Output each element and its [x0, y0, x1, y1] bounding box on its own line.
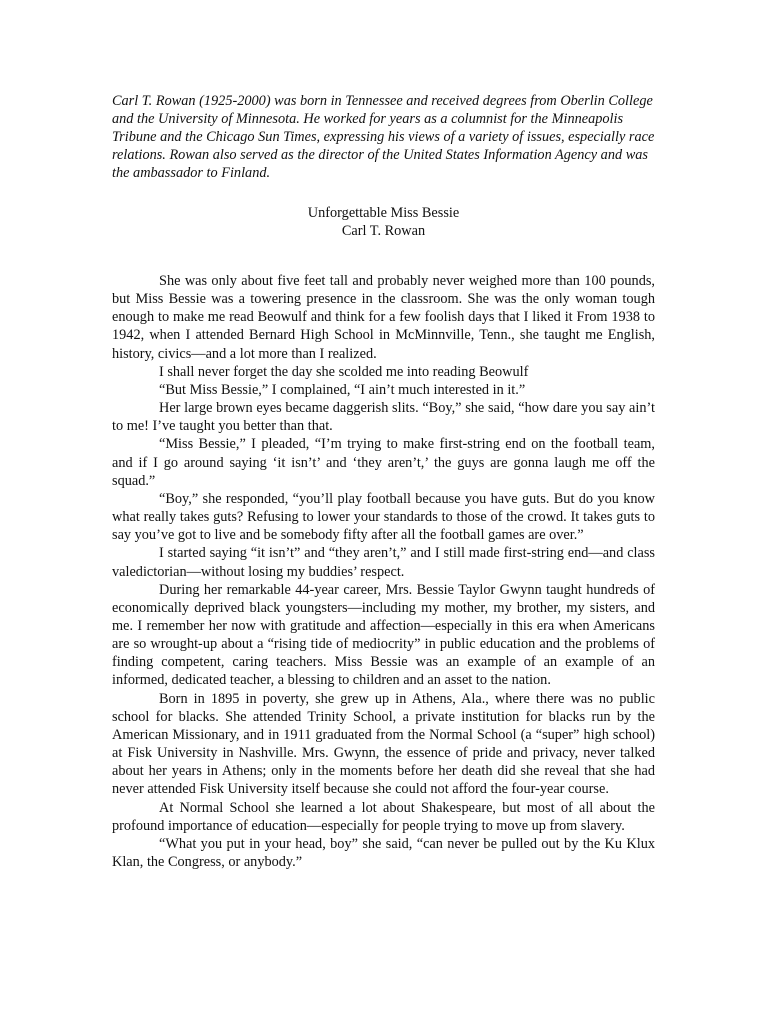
paragraph: Her large brown eyes became daggerish slits. “Boy,” she said, “how dare you say ain’t to me! I’ve taught you better than that. — [112, 400, 655, 435]
paragraph: I shall never forget the day she scolded me into reading Beowulf — [159, 363, 529, 380]
paragraph: I started saying “it isn’t” and “they aren’t,” and I still made first-string end—and class valedictorian—without losing my buddies’ respect. — [112, 545, 655, 580]
paragraph: She was only about five feet tall and probably never weighed more than 100 pounds, but Miss Bessie was a towering presence in the classroom. She was the only woman tough enough to make me read Beowulf and think for a few foolish days that I liked it From 1938 to 1942, when I attended Bernard High School in McMinnville, Tenn., she taught me English, history, civics—and a lot more than I realized. — [112, 273, 655, 362]
essay-body — [112, 272, 655, 871]
paragraph: At Normal School she learned a lot about Shakespeare, but most of all about the profound importance of education—especially for people trying to move up from slavery. — [112, 799, 655, 834]
paragraph: “Boy,” she responded, “you’ll play football because you have guts. But do you know what really takes guts? Refusing to lower your standards to those of the crowd. It takes guts to say you’ve got to live and be somebody fifty after all the football games are over.” — [112, 490, 655, 544]
title-block — [112, 204, 655, 240]
document-page — [112, 92, 655, 871]
paragraph: “But Miss Bessie,” I complained, “I ain’t much interested in it.” — [159, 381, 526, 398]
paragraph: Born in 1895 in poverty, she grew up in Athens, Ala., where there was no public school for blacks. She attended Trinity School, a private institution for blacks run by the American Missionary, and in 1911 graduated from the Normal School (a “super” high school) at Fisk University in Nashville. Mrs. Gwynn, the essence of pride and privacy, never talked about her years in Athens; only in the moments before her death did she reveal that she had never attended Fisk University itself because she could not afford the four-year course. — [112, 690, 655, 798]
essay-author: Carl T. Rowan — [341, 223, 426, 239]
paragraph: “Miss Bessie,” I pleaded, “I’m trying to make first-string end on the football team, and if I go around saying ‘it isn’t’ and ‘they aren’t,’ the guys are gonna laugh me off the squad.” — [112, 436, 655, 489]
paragraph: During her remarkable 44-year career, Mrs. Bessie Taylor Gwynn taught hundreds of economically deprived black youngsters—including my mother, my brother, my sisters, and me. I remember her now with gratitude and affection—especially in this era when Americans are so wrought-up about a “rising tide of mediocrity” in public education and the problems of finding competent, caring teachers. Miss Bessie was an example of an example of an informed, dedicated teacher, a blessing to children and an asset to the nation. — [112, 581, 655, 689]
author-bio: Carl T. Rowan (1925-2000) was born in Tennessee and received degrees from Oberlin College and the University of Minnesota. He worked for years as a columnist for the Minneapolis Tribune and the Chicago Sun Times, expressing his views of a variety of issues, especially race relations. Rowan also served as the director of the United States Information Agency and was the ambassador to Finland. — [112, 93, 655, 181]
essay-title: Unforgettable Miss Bessie — [307, 205, 460, 221]
paragraph: “What you put in your head, boy” she said, “can never be pulled out by the Ku Klux Klan, the Congress, or anybody.” — [112, 835, 655, 870]
